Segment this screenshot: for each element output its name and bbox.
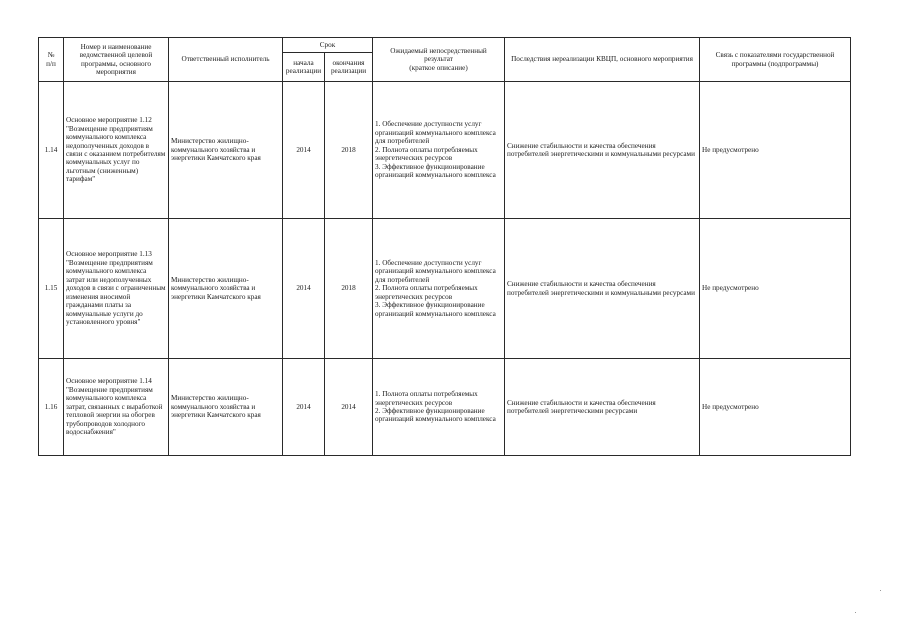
header-link: Связь с показателями государственной программы (подпрограммы) — [700, 38, 851, 82]
row-executor: Министерство жилищно-коммунального хозяйства и энергетики Камчатского края — [169, 219, 283, 359]
row-executor: Министерство жилищно-коммунального хозяйства и энергетики Камчатского края — [169, 82, 283, 219]
header-name: Номер и наименование ведомственной целевой программы, основного мероприятия — [64, 38, 169, 82]
header-executor: Ответственный исполнитель — [169, 38, 283, 82]
row-num: 1.15 — [39, 219, 64, 359]
row-start: 2014 — [283, 359, 325, 456]
scan-speck — [855, 612, 856, 613]
row-num: 1.14 — [39, 82, 64, 219]
header-term: Срок — [283, 38, 373, 53]
row-start: 2014 — [283, 82, 325, 219]
row-link: Не предусмотрено — [700, 359, 851, 456]
row-link: Не предусмотрено — [700, 219, 851, 359]
table-row — [39, 219, 851, 359]
row-start: 2014 — [283, 219, 325, 359]
row-name: Основное мероприятие 1.12 "Возмещение предприятиям коммунального комплекса недополученных доходов в связи с оказанием потребителям коммунальных услуг по льготным (сниженным) тарифам" — [64, 82, 169, 219]
row-link: Не предусмотрено — [700, 82, 851, 219]
header-end: окончания реализации — [325, 53, 373, 82]
row-num: 1.16 — [39, 359, 64, 456]
row-end: 2018 — [325, 82, 373, 219]
header-result: Ожидаемый непосредственный результат (краткое описание) — [373, 38, 505, 82]
row-consequences: Снижение стабильности и качества обеспечения потребителей энергетическими и коммунальными ресурсами — [505, 219, 700, 359]
table-row — [39, 359, 851, 456]
row-result: 1. Обеспечение доступности услуг организаций коммунального комплекса для потребителей 2. Полнота оплаты потребляемых энергетических ресурсов 3. Эффективное функционирование организаций коммунального комплекса — [373, 219, 505, 359]
row-name: Основное мероприятие 1.14 "Возмещение предприятиям коммунального комплекса затрат, связанных с выработкой тепловой энергии на обогрев трубопроводов холодного водоснабжения" — [64, 359, 169, 456]
row-result: 1. Полнота оплаты потребляемых энергетических ресурсов 2. Эффективное функционирование организаций коммунального комплекса — [373, 359, 505, 456]
scan-speck — [880, 590, 881, 591]
table-row — [39, 82, 851, 219]
header-row — [39, 38, 851, 53]
header-num: № п/п — [39, 38, 64, 82]
header-start: начала реализации — [283, 53, 325, 82]
row-result: 1. Обеспечение доступности услуг организаций коммунального комплекса для потребителей 2. Полнота оплаты потребляемых энергетических ресурсов 3. Эффективное функционирование организаций коммунального комплекса — [373, 82, 505, 219]
row-consequences: Снижение стабильности и качества обеспечения потребителей энергетическими ресурсами — [505, 359, 700, 456]
row-end: 2014 — [325, 359, 373, 456]
program-table — [38, 37, 851, 456]
row-consequences: Снижение стабильности и качества обеспечения потребителей энергетическими и коммунальными ресурсами — [505, 82, 700, 219]
row-end: 2018 — [325, 219, 373, 359]
row-executor: Министерство жилищно-коммунального хозяйства и энергетики Камчатского края — [169, 359, 283, 456]
row-name: Основное мероприятие 1.13 "Возмещение предприятиям коммунального комплекса затрат или недополученных доходов в связи с ограниченным изменения вносимой гражданами платы за коммунальные услуги до установленного уровня" — [64, 219, 169, 359]
header-consequences: Последствия нереализации КВЦП, основного мероприятия — [505, 38, 700, 82]
